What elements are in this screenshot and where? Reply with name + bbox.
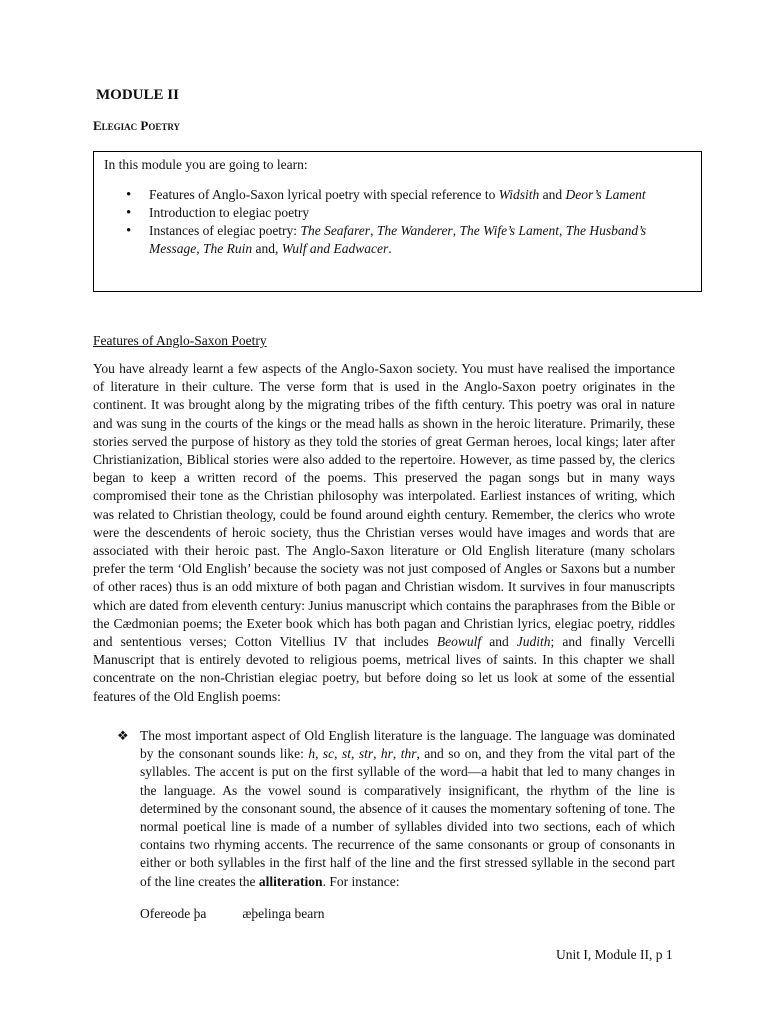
section-title: Elegiac Poetry [93, 118, 181, 133]
module-title: MODULE II [96, 87, 179, 103]
objective-item-3: • Instances of elegiac poetry: The Seafarer, The Wanderer, The Wife’s Lament, The Husband’s Message, The Ruin and, Wulf and Eadwacer. [116, 222, 686, 258]
diamond-bullet-icon: ❖ [117, 728, 129, 743]
objective-item-1: • Features of Anglo-Saxon lyrical poetry with special reference to Widsith and Deor’s Lament [116, 186, 686, 204]
body-paragraph: You have already learnt a few aspects of the Anglo-Saxon society. You must have realised the importance of literature in their culture. The verse form that is used in the Anglo-Saxon poetry originates in the continent. It was brought along by the migrating tribes of the fifth century. This poetry was oral in nature and was sung in the courts of the kings or the mead halls as shown in the heroic literature. Primarily, these stories served the purpose of history as they told the stories of great German heroes, local kings; later after Christianization, Biblical stories were also added to the repertoire. However, as time passed by, the clerics began to keep a written record of the poems. This preserved the pagan songs but in many ways compromised their tone as the Christian philosophy was interpolated. Earliest instances of writing, which was related to Christian theology, could be found around eighth century. Remember, the clerics who wrote were the descendents of heroic society, thus the Christian verses would have images and words that are associated with their heroic past. The Anglo-Saxon literature or Old English literature (many scholars prefer the term ‘Old English’ because the society was not just composed of Angles or Saxons but a number of other races) thus is an odd mixture of both pagan and Christian wisdom. It survives in four manuscripts which are dated from eleventh century: Junius manuscript which contains the paraphrases from the Bible or the Cædmonian poems; the Exeter book which has both pagan and Christian lyrics, elegiac poetry, riddles and sententious verses; Cotton Vitellius IV that includes Beowulf and Judith; and finally Vercelli Manuscript that is entirely devoted to religious poems, metrical lives of saints. In this chapter we shall concentrate on the non-Christian elegiac poetry, but before doing so let us look at some of the essential features of the Old English poems: [93, 361, 676, 704]
objective-item-2: • Introduction to elegiac poetry [116, 204, 686, 222]
box-intro: In this module you are going to learn: [104, 157, 308, 172]
alliteration-example: Ofereode þa æþelinga bearn [140, 906, 325, 921]
learning-objectives-box [93, 151, 702, 292]
feature-bullet-text: The most important aspect of Old English literature is the language. The language was dominated by the consonant sounds like: h, sc, st, str, hr, thr, and so on, and they from the vital part of the syllables. The accent is put on the first syllable of the word—a habit that led to many changes in the language. As the vowel sound is comparatively insignificant, the rhythm of the line is determined by the consonant sound, the absence of it causes the momentary softening of tone. The normal poetical line is made of a number of syllables divided into two sections, each of which contains two rhyming accents. The recurrence of the same consonants or group of consonants in either or both syllables in the first half of the line and the first stressed syllable in the second part of the line creates the alliteration. For instance: [140, 728, 676, 889]
objectives-list [116, 186, 686, 258]
features-heading: Features of Anglo-Saxon Poetry [93, 333, 267, 348]
page-footer: Unit I, Module II, p 1 [556, 947, 673, 962]
